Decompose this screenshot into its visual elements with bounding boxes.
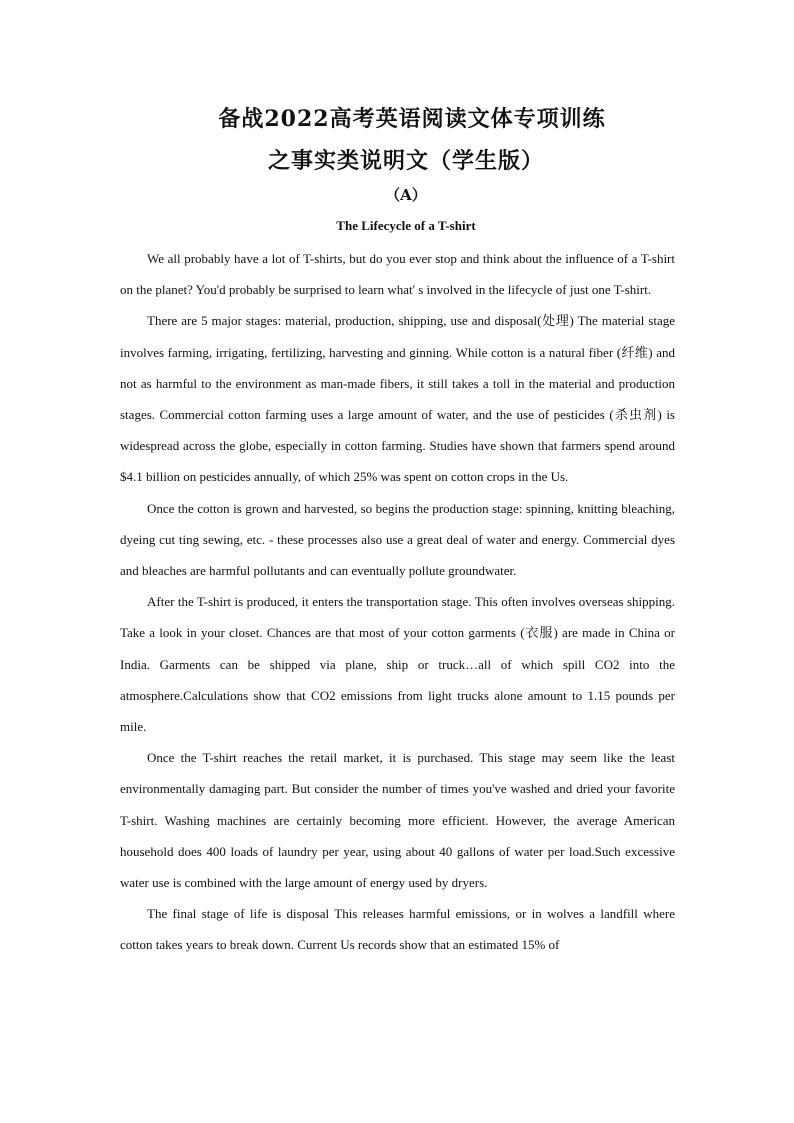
paragraph-4: After the T-shirt is produced, it enters the transportation stage. This often involves overseas shipping. Take a look in your closet. Chances are that most of your cotton garments (衣服) are made in China or India. Garments can be shipped via plane, ship or truck…all of which spill CO2 into the atmosphere.Calculations show that CO2 emissions from light trucks alone amount to 1.15 pounds per mile. — [120, 594, 675, 735]
paragraph-6: The final stage of life is disposal This releases harmful emissions, or in wolves a landfill where cotton takes years to break down. Current Us records show that an estimated 15% of — [120, 906, 675, 953]
paragraph-2: There are 5 major stages: material, production, shipping, use and disposal(处理) The material stage involves farming, irrigating, fertilizing, harvesting and ginning. While cotton is a natural fiber (纤维) and not as harmful to the environment as man-made fibers, it still takes a toll in the material and production stages. Commercial cotton farming uses a large amount of water, and the use of pesticides (杀虫剂) is widespread across the globe, especially in cotton farming. Studies have shown that farmers spend around $4.1 billion on pesticides annually, of which 25% was spent on cotton crops in the Us. — [120, 313, 675, 485]
article-body — [120, 243, 675, 961]
section-label: （A） — [385, 186, 427, 204]
article-title: The Lifecycle of a T-shirt — [336, 218, 476, 233]
document-title-line-2: 之事实类说明文（学生版） — [267, 148, 544, 174]
paragraph-3: Once the cotton is grown and harvested, so begins the production stage: spinning, knitting bleaching, dyeing cut ting sewing, etc. - these processes also use a great deal of water and energy. Commercial dyes and bleaches are harmful pollutants and can eventually pollute groundwater. — [120, 500, 675, 579]
document-title-line-1: 备战2022高考英语阅读文体专项训练 — [218, 106, 606, 132]
paragraph-5: Once the T-shirt reaches the retail market, it is purchased. This stage may seem like the least environmentally damaging part. But consider the number of times you've washed and dried your favorite T-shirt. Washing machines are certainly becoming more efficient. However, the average American household does 400 loads of laundry per year, using about 40 gallons of water per load.Such excessive water use is combined with the large amount of energy used by dryers. — [120, 750, 675, 891]
paragraph-1: We all probably have a lot of T-shirts, but do you ever stop and think about the influence of a T-shirt on the planet? You'd probably be surprised to learn what' s involved in the lifecycle of just one T-shirt. — [120, 251, 675, 298]
